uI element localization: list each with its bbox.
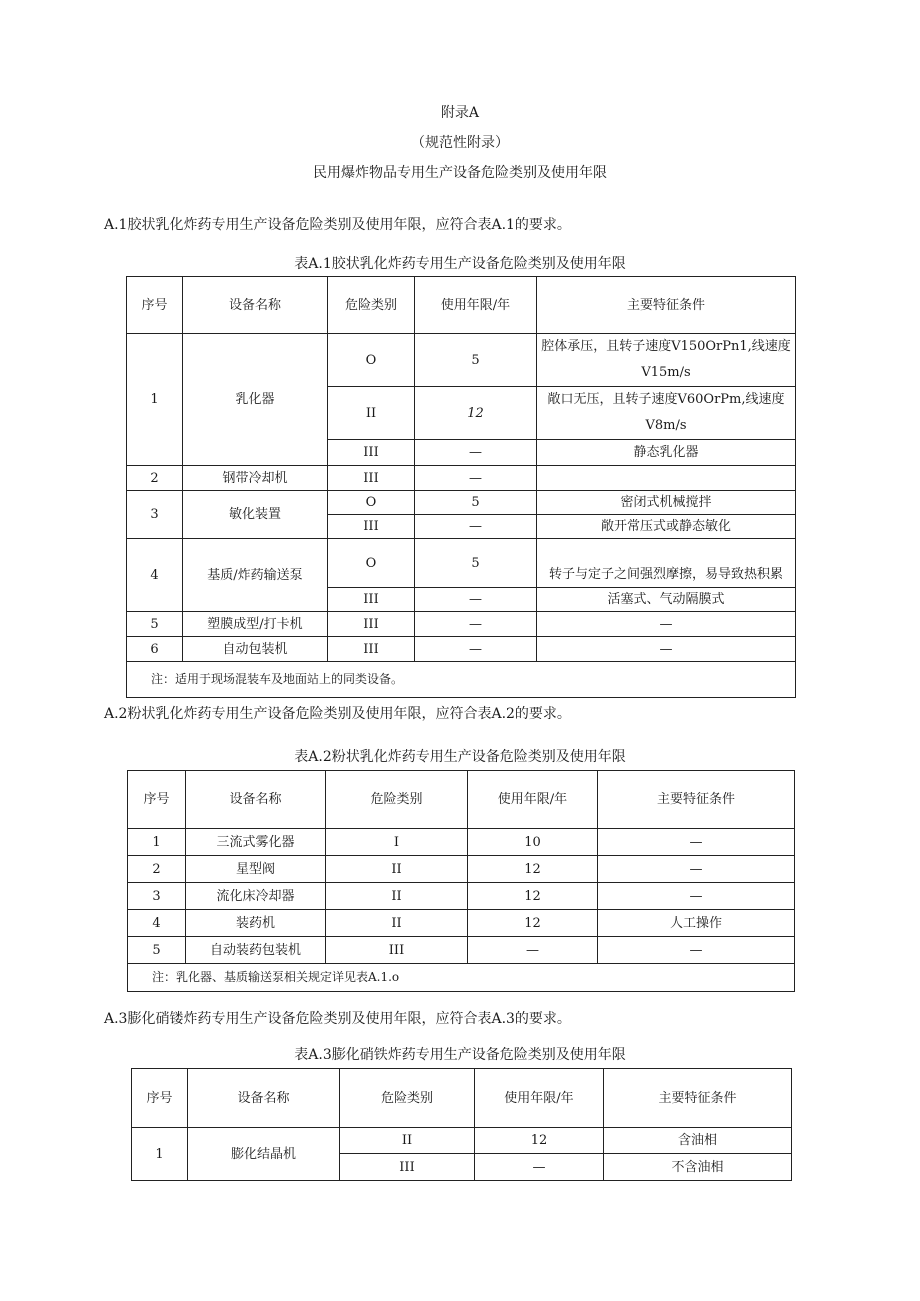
row-years: 12: [468, 883, 598, 910]
row-years: —: [415, 515, 537, 539]
section3-intro: A.3膨化硝镂炸药专用生产设备危险类别及使用年限，应符合表A.3的要求。: [104, 1011, 571, 1027]
table-note-row: [128, 964, 795, 992]
row-condition: 人工操作: [598, 910, 795, 937]
row-years: —: [415, 612, 537, 637]
row-years: —: [415, 466, 537, 491]
row-name: 塑膜成型/打卡机: [183, 612, 328, 637]
table-a2: [127, 770, 795, 992]
row-years: 5: [415, 539, 537, 588]
row-years: 12: [475, 1128, 604, 1154]
header-condition: 主要特征条件: [537, 277, 796, 334]
row-no: 5: [128, 937, 186, 964]
header-no: 序号: [127, 277, 183, 334]
table3-caption: 表A.3膨化硝铁炸药专用生产设备危险类别及使用年限: [294, 1047, 626, 1063]
row-name: 乳化器: [183, 334, 328, 466]
row-category: II: [326, 910, 468, 937]
row-no: 1: [127, 334, 183, 466]
row-years: —: [415, 440, 537, 466]
row-no: 2: [127, 466, 183, 491]
row-name: 装药机: [186, 910, 326, 937]
row-condition: 静态乳化器: [537, 440, 796, 466]
row-years: —: [475, 1154, 604, 1181]
row-condition: —: [537, 637, 796, 662]
table1-caption: 表A.1胶状乳化炸药专用生产设备危险类别及使用年限: [294, 256, 626, 272]
row-condition: [537, 466, 796, 491]
appendix-heading: 民用爆炸物品专用生产设备危险类别及使用年限: [313, 165, 607, 181]
row-no: 1: [128, 829, 186, 856]
row-no: 6: [127, 637, 183, 662]
row-years: 5: [415, 491, 537, 515]
table2-caption: 表A.2粉状乳化炸药专用生产设备危险类别及使用年限: [294, 749, 626, 765]
row-name: 三流式雾化器: [186, 829, 326, 856]
row-condition: 转子与定子之间强烈摩擦，易导致热积累: [537, 539, 796, 588]
table-a3: [131, 1068, 792, 1181]
appendix-subtitle: （规范性附录）: [411, 135, 509, 151]
table-row: [127, 334, 796, 387]
section2-intro: A.2粉状乳化炸药专用生产设备危险类别及使用年限，应符合表A.2的要求。: [104, 706, 571, 722]
row-category: III: [328, 612, 415, 637]
row-name: 自动包装机: [183, 637, 328, 662]
table-note: 注：乳化器、基质输送泵相关规定详见表A.1.o: [128, 964, 795, 992]
row-category: III: [328, 588, 415, 612]
row-name: 流化床冷却器: [186, 883, 326, 910]
row-category: III: [326, 937, 468, 964]
table-row: [132, 1128, 792, 1154]
row-condition: 活塞式、气动隔膜式: [537, 588, 796, 612]
row-condition: —: [598, 856, 795, 883]
section1-intro: A.1胶状乳化炸药专用生产设备危险类别及使用年限，应符合表A.1的要求。: [104, 217, 571, 233]
row-years: 12: [415, 387, 537, 440]
table-row: [127, 539, 796, 588]
row-condition: 敞口无压，且转子速度V60OrPm,线速度V8m∕s: [537, 387, 796, 440]
table-header-row: [127, 277, 796, 334]
row-years: 5: [415, 334, 537, 387]
table-a1: [126, 276, 796, 698]
header-name: 设备名称: [186, 771, 326, 829]
row-category: III: [328, 466, 415, 491]
row-category: O: [328, 539, 415, 588]
row-condition: 敞开常压式或静态敏化: [537, 515, 796, 539]
row-name: 自动装药包装机: [186, 937, 326, 964]
row-name: 膨化结晶机: [188, 1128, 340, 1181]
appendix-title: 附录A: [440, 105, 480, 121]
row-condition: 不含油相: [604, 1154, 792, 1181]
row-years: 12: [468, 910, 598, 937]
table-note: 注：适用于现场混装车及地面站上的同类设备。: [127, 662, 796, 698]
table-header-row: [128, 771, 795, 829]
header-category: 危险类别: [326, 771, 468, 829]
row-category: III: [328, 515, 415, 539]
table-row: [128, 910, 795, 937]
table-header-row: [132, 1069, 792, 1128]
row-category: II: [326, 856, 468, 883]
table-row: [127, 491, 796, 515]
row-category: III: [328, 440, 415, 466]
row-years: —: [415, 588, 537, 612]
row-category: III: [328, 637, 415, 662]
header-condition: 主要特征条件: [598, 771, 795, 829]
row-no: 4: [128, 910, 186, 937]
row-name: 基质/炸药输送泵: [183, 539, 328, 612]
row-category: I: [326, 829, 468, 856]
row-condition: 密闭式机械搅拌: [537, 491, 796, 515]
row-years: 10: [468, 829, 598, 856]
header-category: 危险类别: [328, 277, 415, 334]
table-row: [127, 466, 796, 491]
table-note-row: [127, 662, 796, 698]
row-years: —: [468, 937, 598, 964]
row-name: 敏化装置: [183, 491, 328, 539]
header-years: 使用年限/年: [475, 1069, 604, 1128]
table-row: [127, 612, 796, 637]
row-condition: —: [598, 883, 795, 910]
header-condition: 主要特征条件: [604, 1069, 792, 1128]
row-condition: —: [598, 829, 795, 856]
table-row: [128, 856, 795, 883]
row-condition: 腔体承压，且转子速度V150OrPn1,线速度V15m∕s: [537, 334, 796, 387]
table-row: [128, 883, 795, 910]
row-no: 4: [127, 539, 183, 612]
row-category: O: [328, 334, 415, 387]
header-name: 设备名称: [188, 1069, 340, 1128]
row-no: 5: [127, 612, 183, 637]
row-no: 3: [127, 491, 183, 539]
header-category: 危险类别: [340, 1069, 475, 1128]
row-category: II: [340, 1128, 475, 1154]
header-no: 序号: [128, 771, 186, 829]
header-years: 使用年限/年: [415, 277, 537, 334]
row-condition: —: [537, 612, 796, 637]
row-years: 12: [468, 856, 598, 883]
header-no: 序号: [132, 1069, 188, 1128]
row-name: 星型阀: [186, 856, 326, 883]
row-no: 2: [128, 856, 186, 883]
table-row: [128, 937, 795, 964]
row-years: —: [415, 637, 537, 662]
row-no: 3: [128, 883, 186, 910]
row-category: O: [328, 491, 415, 515]
row-name: 钢带冷却机: [183, 466, 328, 491]
header-years: 使用年限/年: [468, 771, 598, 829]
row-category: II: [328, 387, 415, 440]
table-row: [127, 637, 796, 662]
table-row: [128, 829, 795, 856]
row-condition: 含油相: [604, 1128, 792, 1154]
row-no: 1: [132, 1128, 188, 1181]
header-name: 设备名称: [183, 277, 328, 334]
row-category: II: [326, 883, 468, 910]
row-condition: —: [598, 937, 795, 964]
row-category: III: [340, 1154, 475, 1181]
